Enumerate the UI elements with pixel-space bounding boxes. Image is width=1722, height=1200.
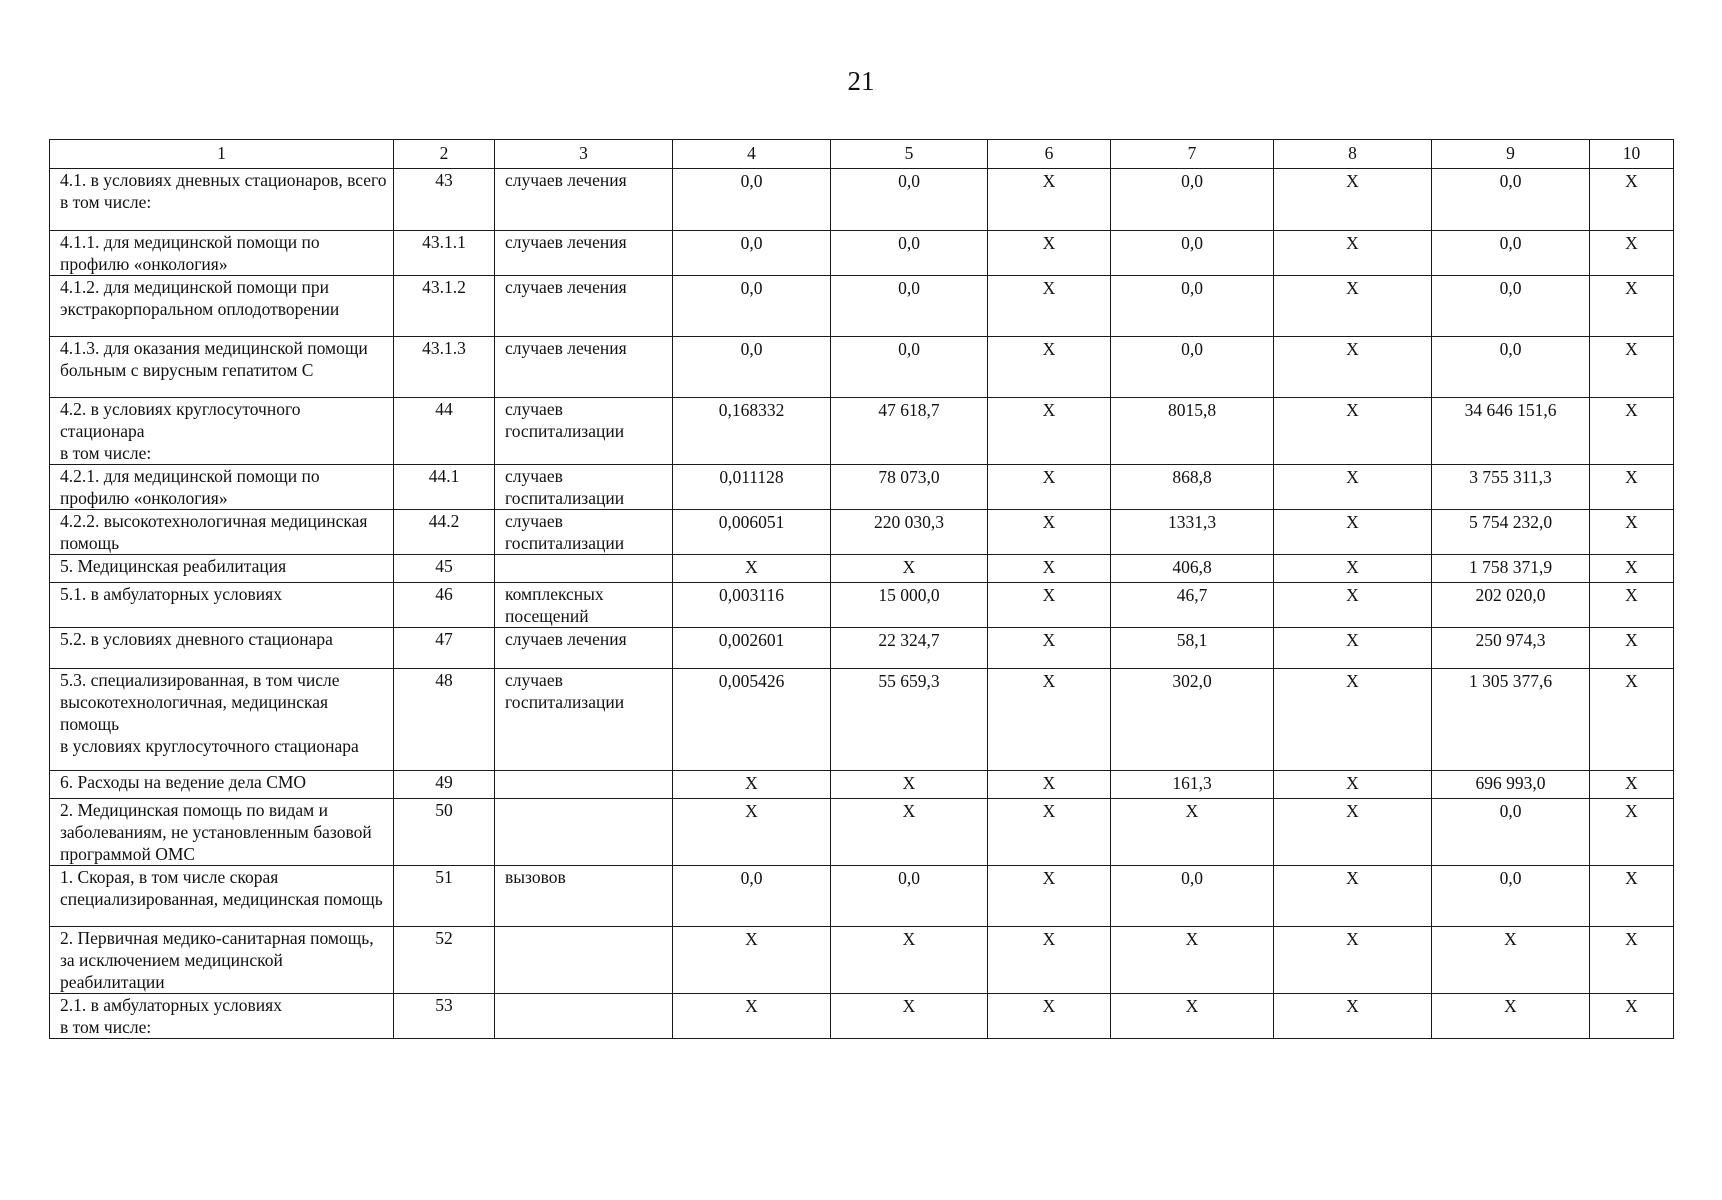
cell-col8: X bbox=[1274, 337, 1432, 398]
row-unit: случаев госпитализации bbox=[495, 465, 673, 510]
cell-col6: X bbox=[988, 337, 1111, 398]
row-code: 45 bbox=[394, 555, 495, 583]
cell-col10: X bbox=[1590, 276, 1674, 337]
cell-col5: 55 659,3 bbox=[831, 669, 988, 771]
cell-col10: X bbox=[1590, 231, 1674, 276]
cell-col8: X bbox=[1274, 628, 1432, 669]
cell-col10: X bbox=[1590, 337, 1674, 398]
cell-col8: X bbox=[1274, 799, 1432, 866]
cell-col8: X bbox=[1274, 555, 1432, 583]
row-name: 4.1.3. для оказания медицинской помощи больным с вирусным гепатитом С bbox=[50, 337, 394, 398]
cell-col4: X bbox=[673, 799, 831, 866]
row-code: 52 bbox=[394, 927, 495, 994]
cell-col6: X bbox=[988, 771, 1111, 799]
row-name: 2.1. в амбулаторных условиях в том числе: bbox=[50, 994, 394, 1039]
column-number: 6 bbox=[988, 140, 1111, 169]
row-name: 2. Медицинская помощь по видам и заболеваниям, не установленным базовой программой ОМС bbox=[50, 799, 394, 866]
cell-col6: X bbox=[988, 866, 1111, 927]
cell-col5: X bbox=[831, 799, 988, 866]
cell-col7: 0,0 bbox=[1111, 231, 1274, 276]
table-row bbox=[50, 510, 1674, 555]
row-name: 5.1. в амбулаторных условиях bbox=[50, 583, 394, 628]
row-name: 1. Скорая, в том числе скорая специализированная, медицинская помощь bbox=[50, 866, 394, 927]
cell-col7: 161,3 bbox=[1111, 771, 1274, 799]
cell-col10: X bbox=[1590, 866, 1674, 927]
column-number: 9 bbox=[1432, 140, 1590, 169]
row-code: 43.1.2 bbox=[394, 276, 495, 337]
cell-col6: X bbox=[988, 276, 1111, 337]
row-unit bbox=[495, 994, 673, 1039]
cell-col5: 0,0 bbox=[831, 276, 988, 337]
cell-col7: 46,7 bbox=[1111, 583, 1274, 628]
cell-col9: X bbox=[1432, 927, 1590, 994]
row-name: 5. Медицинская реабилитация bbox=[50, 555, 394, 583]
cell-col4: 0,005426 bbox=[673, 669, 831, 771]
cell-col9: 0,0 bbox=[1432, 276, 1590, 337]
cell-col10: X bbox=[1590, 398, 1674, 465]
cell-col8: X bbox=[1274, 669, 1432, 771]
row-unit: случаев госпитализации bbox=[495, 510, 673, 555]
cell-col9: 0,0 bbox=[1432, 866, 1590, 927]
row-unit: случаев лечения bbox=[495, 231, 673, 276]
row-name: 4.2.1. для медицинской помощи по профилю «онкология» bbox=[50, 465, 394, 510]
row-name: 5.3. специализированная, в том числе высокотехнологичная, медицинская помощь в условиях круглосуточного стационара bbox=[50, 669, 394, 771]
table-row bbox=[50, 398, 1674, 465]
cell-col4: 0,0 bbox=[673, 866, 831, 927]
data-table bbox=[49, 139, 1674, 1039]
table-row bbox=[50, 799, 1674, 866]
cell-col4: 0,006051 bbox=[673, 510, 831, 555]
cell-col8: X bbox=[1274, 510, 1432, 555]
table-row bbox=[50, 628, 1674, 669]
row-unit bbox=[495, 927, 673, 994]
row-unit bbox=[495, 799, 673, 866]
cell-col10: X bbox=[1590, 510, 1674, 555]
cell-col5: 0,0 bbox=[831, 231, 988, 276]
table-row bbox=[50, 169, 1674, 231]
table-row bbox=[50, 276, 1674, 337]
cell-col4: 0,0 bbox=[673, 231, 831, 276]
cell-col7: 406,8 bbox=[1111, 555, 1274, 583]
cell-col9: 0,0 bbox=[1432, 799, 1590, 866]
table-row bbox=[50, 555, 1674, 583]
column-number: 3 bbox=[495, 140, 673, 169]
row-unit: случаев лечения bbox=[495, 337, 673, 398]
row-code: 53 bbox=[394, 994, 495, 1039]
cell-col9: 0,0 bbox=[1432, 231, 1590, 276]
cell-col4: X bbox=[673, 555, 831, 583]
row-code: 51 bbox=[394, 866, 495, 927]
cell-col8: X bbox=[1274, 169, 1432, 231]
cell-col8: X bbox=[1274, 398, 1432, 465]
cell-col7: 0,0 bbox=[1111, 276, 1274, 337]
cell-col4: 0,0 bbox=[673, 276, 831, 337]
row-name: 4.2.2. высокотехнологичная медицинская помощь bbox=[50, 510, 394, 555]
cell-col9: 1 758 371,9 bbox=[1432, 555, 1590, 583]
column-number: 4 bbox=[673, 140, 831, 169]
row-code: 43.1.3 bbox=[394, 337, 495, 398]
column-number: 2 bbox=[394, 140, 495, 169]
row-unit: случаев лечения bbox=[495, 628, 673, 669]
row-code: 48 bbox=[394, 669, 495, 771]
cell-col6: X bbox=[988, 669, 1111, 771]
row-unit bbox=[495, 555, 673, 583]
cell-col6: X bbox=[988, 927, 1111, 994]
cell-col6: X bbox=[988, 169, 1111, 231]
row-name: 4.1. в условиях дневных стационаров, всего в том числе: bbox=[50, 169, 394, 231]
cell-col5: 15 000,0 bbox=[831, 583, 988, 628]
cell-col9: 1 305 377,6 bbox=[1432, 669, 1590, 771]
row-code: 44 bbox=[394, 398, 495, 465]
table-row bbox=[50, 465, 1674, 510]
cell-col9: 0,0 bbox=[1432, 169, 1590, 231]
cell-col7: 58,1 bbox=[1111, 628, 1274, 669]
cell-col9: 202 020,0 bbox=[1432, 583, 1590, 628]
row-code: 43 bbox=[394, 169, 495, 231]
cell-col10: X bbox=[1590, 669, 1674, 771]
row-unit bbox=[495, 771, 673, 799]
row-name: 4.1.2. для медицинской помощи при экстракорпоральном оплодотворении bbox=[50, 276, 394, 337]
cell-col5: X bbox=[831, 927, 988, 994]
cell-col5: 22 324,7 bbox=[831, 628, 988, 669]
table-row bbox=[50, 771, 1674, 799]
cell-col4: 0,0 bbox=[673, 169, 831, 231]
table-row bbox=[50, 669, 1674, 771]
cell-col6: X bbox=[988, 799, 1111, 866]
cell-col7: 0,0 bbox=[1111, 866, 1274, 927]
row-unit: вызовов bbox=[495, 866, 673, 927]
cell-col4: X bbox=[673, 994, 831, 1039]
cell-col8: X bbox=[1274, 927, 1432, 994]
cell-col6: X bbox=[988, 994, 1111, 1039]
cell-col7: X bbox=[1111, 799, 1274, 866]
cell-col6: X bbox=[988, 398, 1111, 465]
row-name: 4.1.1. для медицинской помощи по профилю «онкология» bbox=[50, 231, 394, 276]
table-row bbox=[50, 231, 1674, 276]
cell-col7: 0,0 bbox=[1111, 169, 1274, 231]
row-name: 2. Первичная медико-санитарная помощь, за исключением медицинской реабилитации bbox=[50, 927, 394, 994]
cell-col8: X bbox=[1274, 994, 1432, 1039]
cell-col10: X bbox=[1590, 583, 1674, 628]
cell-col9: 5 754 232,0 bbox=[1432, 510, 1590, 555]
row-code: 44.1 bbox=[394, 465, 495, 510]
row-name: 5.2. в условиях дневного стационара bbox=[50, 628, 394, 669]
table-row bbox=[50, 927, 1674, 994]
cell-col10: X bbox=[1590, 169, 1674, 231]
cell-col10: X bbox=[1590, 628, 1674, 669]
cell-col4: 0,0 bbox=[673, 337, 831, 398]
cell-col4: 0,002601 bbox=[673, 628, 831, 669]
cell-col7: 302,0 bbox=[1111, 669, 1274, 771]
cell-col8: X bbox=[1274, 231, 1432, 276]
row-code: 47 bbox=[394, 628, 495, 669]
table-row bbox=[50, 337, 1674, 398]
cell-col5: 0,0 bbox=[831, 337, 988, 398]
cell-col4: 0,168332 bbox=[673, 398, 831, 465]
cell-col5: X bbox=[831, 771, 988, 799]
cell-col9: 3 755 311,3 bbox=[1432, 465, 1590, 510]
row-code: 46 bbox=[394, 583, 495, 628]
cell-col6: X bbox=[988, 510, 1111, 555]
cell-col10: X bbox=[1590, 927, 1674, 994]
cell-col5: 0,0 bbox=[831, 866, 988, 927]
cell-col5: 0,0 bbox=[831, 169, 988, 231]
cell-col5: X bbox=[831, 994, 988, 1039]
table-row bbox=[50, 583, 1674, 628]
cell-col8: X bbox=[1274, 866, 1432, 927]
row-unit: случаев госпитализации bbox=[495, 669, 673, 771]
row-code: 43.1.1 bbox=[394, 231, 495, 276]
cell-col9: 696 993,0 bbox=[1432, 771, 1590, 799]
cell-col6: X bbox=[988, 583, 1111, 628]
row-name: 4.2. в условиях круглосуточного стационара в том числе: bbox=[50, 398, 394, 465]
cell-col8: X bbox=[1274, 583, 1432, 628]
column-number: 1 bbox=[50, 140, 394, 169]
row-code: 44.2 bbox=[394, 510, 495, 555]
row-unit: случаев лечения bbox=[495, 276, 673, 337]
cell-col4: X bbox=[673, 771, 831, 799]
cell-col5: 78 073,0 bbox=[831, 465, 988, 510]
cell-col7: 1331,3 bbox=[1111, 510, 1274, 555]
cell-col5: 220 030,3 bbox=[831, 510, 988, 555]
row-unit: случаев лечения bbox=[495, 169, 673, 231]
cell-col7: X bbox=[1111, 927, 1274, 994]
cell-col8: X bbox=[1274, 276, 1432, 337]
cell-col5: X bbox=[831, 555, 988, 583]
cell-col7: 868,8 bbox=[1111, 465, 1274, 510]
cell-col4: 0,011128 bbox=[673, 465, 831, 510]
column-number: 8 bbox=[1274, 140, 1432, 169]
cell-col10: X bbox=[1590, 555, 1674, 583]
row-code: 49 bbox=[394, 771, 495, 799]
column-number: 5 bbox=[831, 140, 988, 169]
cell-col10: X bbox=[1590, 465, 1674, 510]
cell-col6: X bbox=[988, 231, 1111, 276]
page-number: 21 bbox=[847, 66, 875, 96]
cell-col8: X bbox=[1274, 771, 1432, 799]
cell-col6: X bbox=[988, 555, 1111, 583]
cell-col7: X bbox=[1111, 994, 1274, 1039]
cell-col9: 250 974,3 bbox=[1432, 628, 1590, 669]
cell-col5: 47 618,7 bbox=[831, 398, 988, 465]
cell-col8: X bbox=[1274, 465, 1432, 510]
cell-col10: X bbox=[1590, 799, 1674, 866]
cell-col9: 34 646 151,6 bbox=[1432, 398, 1590, 465]
cell-col10: X bbox=[1590, 771, 1674, 799]
cell-col6: X bbox=[988, 465, 1111, 510]
cell-col4: 0,003116 bbox=[673, 583, 831, 628]
column-number-row bbox=[50, 140, 1674, 169]
column-number: 10 bbox=[1590, 140, 1674, 169]
cell-col9: X bbox=[1432, 994, 1590, 1039]
cell-col6: X bbox=[988, 628, 1111, 669]
row-code: 50 bbox=[394, 799, 495, 866]
row-name: 6. Расходы на ведение дела СМО bbox=[50, 771, 394, 799]
column-number: 7 bbox=[1111, 140, 1274, 169]
cell-col7: 8015,8 bbox=[1111, 398, 1274, 465]
table-row bbox=[50, 994, 1674, 1039]
row-unit: комплексных посещений bbox=[495, 583, 673, 628]
row-unit: случаев госпитализации bbox=[495, 398, 673, 465]
cell-col7: 0,0 bbox=[1111, 337, 1274, 398]
table-row bbox=[50, 866, 1674, 927]
cell-col10: X bbox=[1590, 994, 1674, 1039]
cell-col4: X bbox=[673, 927, 831, 994]
cell-col9: 0,0 bbox=[1432, 337, 1590, 398]
